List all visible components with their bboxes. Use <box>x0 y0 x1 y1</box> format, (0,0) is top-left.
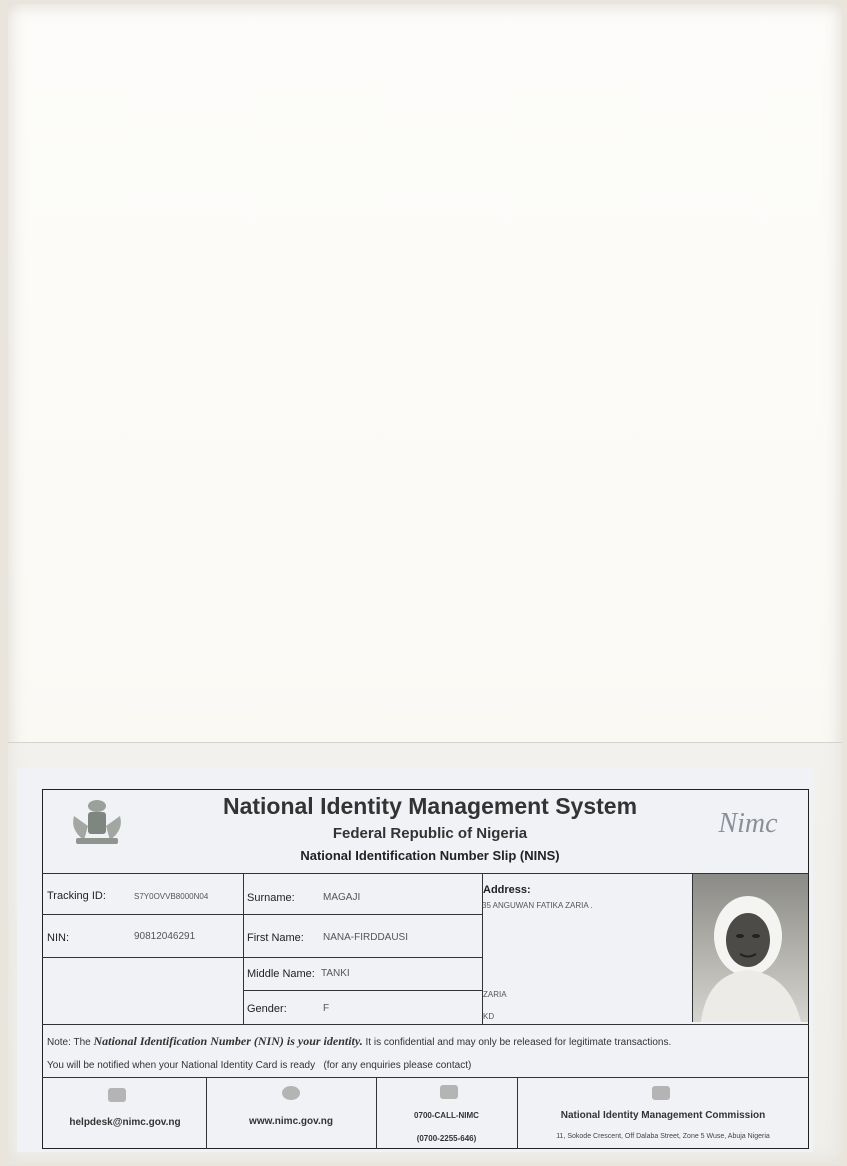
nimc-logo: Nimc <box>718 808 778 839</box>
note-emphasis: National Identification Number (NIN) is your identity. <box>93 1034 363 1048</box>
slip-title: National Identity Management System <box>222 793 638 819</box>
grid-line <box>42 1077 809 1078</box>
nin-value: 90812046291 <box>134 931 196 942</box>
address-line: 35 ANGUWAN FATIKA ZARIA . <box>482 901 593 910</box>
surname-label: Surname: <box>247 892 295 904</box>
document-name: National Identification Number Slip (NINS) <box>300 848 560 863</box>
address-label: Address: <box>483 884 531 896</box>
first-name-value: NANA-FIRDDAUSI <box>323 932 409 943</box>
holder-photo <box>692 874 808 1022</box>
grid-line <box>243 873 244 1024</box>
nin-label: NIN: <box>47 932 69 944</box>
footer-org-name: National Identity Management Commission <box>560 1110 766 1121</box>
first-name-label: First Name: <box>247 932 304 944</box>
footer-org-address: 11, Sokode Crescent, Off Dalaba Street, Zone 5 Wuse, Abuja Nigeria <box>556 1133 770 1140</box>
middle-name-label: Middle Name: <box>247 968 315 980</box>
coat-of-arms-icon <box>66 796 128 848</box>
note-rest: It is confidential and may only be released for legitimate transactions. <box>365 1037 672 1048</box>
note-line-2: You will be notified when your National Identity Card is ready (for any enquiries please contact) <box>47 1060 472 1071</box>
tracking-id-label: Tracking ID: <box>47 890 106 902</box>
email-icon <box>108 1088 126 1102</box>
footer-website: www.nimc.gov.ng <box>249 1116 333 1127</box>
middle-name-value: TANKI <box>321 968 350 979</box>
gender-label: Gender: <box>247 1003 287 1015</box>
address-town: ZARIA <box>483 990 507 999</box>
tracking-id-value: S7Y0OVVB8000N04 <box>134 892 209 901</box>
footer-phone-number: (0700-2255-646) <box>416 1134 477 1143</box>
grid-line <box>42 957 482 958</box>
globe-icon <box>282 1086 300 1100</box>
surname-value: MAGAJI <box>323 892 361 903</box>
note-prefix: Note: The <box>47 1037 91 1048</box>
grid-line <box>42 914 482 915</box>
phone-icon <box>440 1085 458 1099</box>
footer-phone-word: 0700-CALL-NIMC <box>414 1111 479 1120</box>
footer-email: helpdesk@nimc.gov.ng <box>69 1117 181 1128</box>
building-icon <box>652 1086 670 1100</box>
grid-line <box>206 1077 207 1149</box>
grid-line <box>243 990 482 991</box>
note-line-1 <box>47 1034 807 1049</box>
slip-subtitle: Federal Republic of Nigeria <box>332 825 528 842</box>
address-state: KD <box>483 1012 495 1021</box>
grid-line <box>42 873 692 874</box>
grid-line <box>42 1024 809 1025</box>
gender-value: F <box>323 1003 330 1014</box>
